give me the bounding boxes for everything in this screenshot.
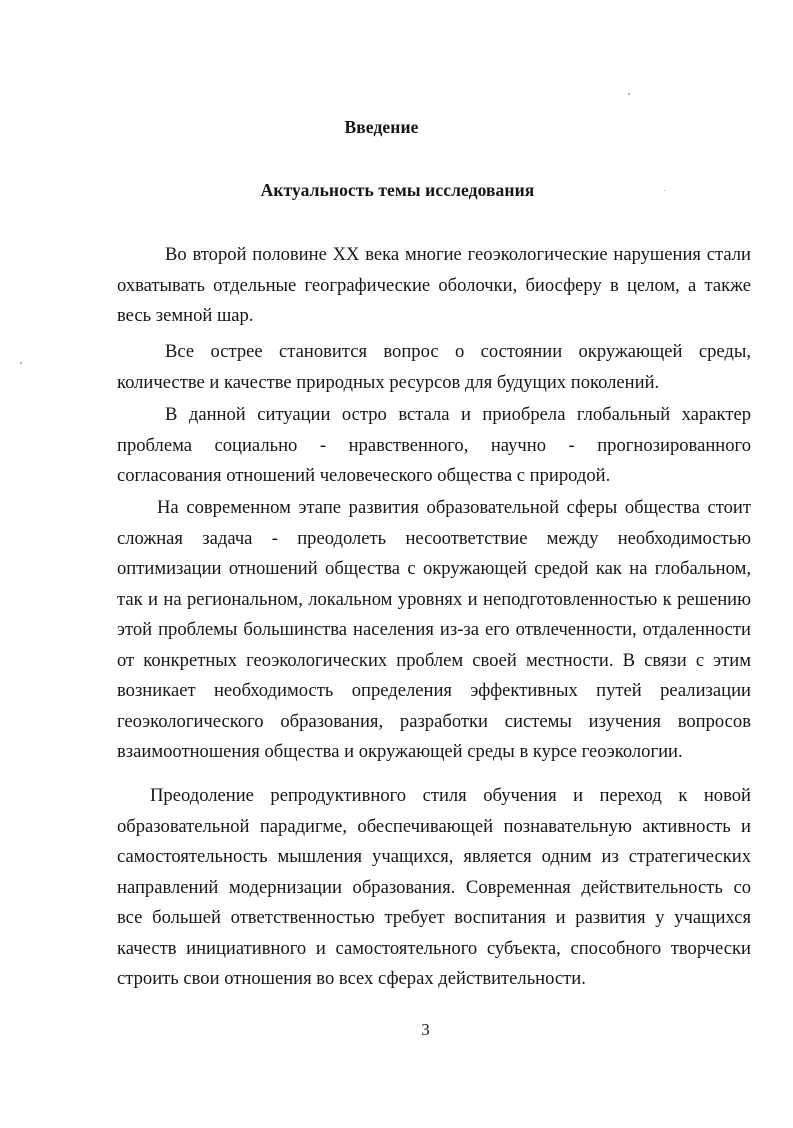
scan-speck [628, 93, 630, 95]
chapter-heading-text: Введение [344, 117, 419, 137]
paragraph-3: В данной ситуации остро встала и приобрела глобальный характер проблема социально - нравственного, научно - прогнозированного согласования отношений человеческого общества с природой. [117, 404, 751, 486]
section-heading [0, 180, 793, 201]
page-number [0, 1020, 793, 1040]
paragraph-1: Во второй половине XX века многие геоэкологические нарушения стали охватывать отдельные географические оболочки, биосферу в целом, а также весь земной шар. [117, 244, 751, 326]
page-number-text: 3 [421, 1020, 430, 1039]
chapter-heading [0, 117, 793, 138]
paragraph-2: Все острее становится вопрос о состоянии окружающей среды, количестве и качестве природных ресурсов для будущих поколений. [117, 341, 751, 393]
paragraph-4: На современном этапе развития образовательной сферы общества стоит сложная задача - преодолеть несоответствие между необходимостью оптимизации отношений общества с окружающей средой как на глобальном, так и на региональном, локальном уровнях и неподготовленностью к решению этой проблемы большинства населения из-за его отвлеченности, отдаленности от конкретных геоэкологических проблем своей местности. В связи с этим возникает необходимость определения эффективных путей реализации геоэкологического образования, разработки системы изучения вопросов взаимоотношения общества и окружающей среды в курсе геоэкологии. [117, 497, 751, 762]
scan-speck [20, 362, 22, 364]
section-heading-text: Актуальность темы исследования [260, 180, 535, 200]
scan-speck [664, 190, 665, 191]
paragraph-5: Преодоление репродуктивного стиля обучения и переход к новой образовательной парадигме, обеспечивающей познавательную активность и самостоятельность мышления учащихся, является одним из стратегических направлений модернизации образования. Современная действительность со все большей ответственностью требует воспитания и развития у учащихся качеств инициативного и самостоятельного субъекта, способного творчески строить свои отношения во всех сферах действительности. [117, 785, 751, 989]
